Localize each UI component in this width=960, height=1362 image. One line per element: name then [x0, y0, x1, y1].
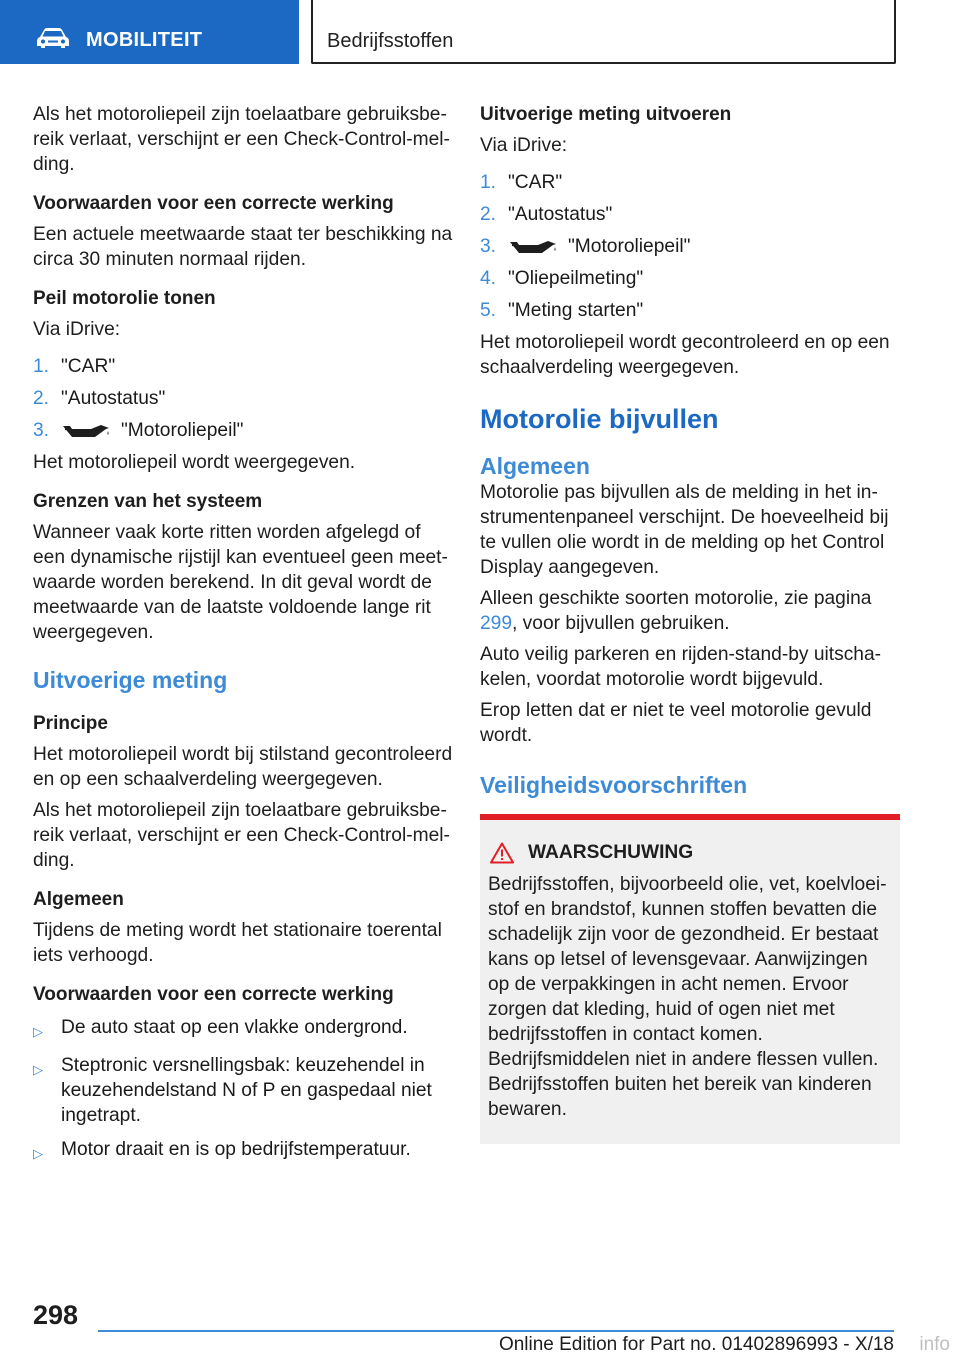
bullet-list	[33, 1015, 453, 1166]
step-text: "Autostatus"	[508, 204, 613, 225]
warning-triangle-icon	[490, 842, 514, 864]
paragraph: Via iDrive:	[480, 135, 568, 156]
chapter-tab-label: MOBILITEIT	[86, 29, 203, 51]
subheading-perform-measurement: Uitvoerige meting uitvoeren	[480, 104, 732, 125]
warning-text: Bedrijfsstoffen, bijvoorbeeld olie, vet, koelvloeistof en brandstof, kunnen stoffen bevatten die schadelijk zijn voor de gezondheid. Er bestaat kans op letsel of levensgevaar. Aanwijzingen op de verpakkingen in acht nemen. Ervoor zorgen dat kleding, huid of ogen niet met bedrijfsstoffen in contact komen. Bedrijfsmiddelen niet in andere flessen vullen. Bedrijfsstoffen buiten het bereik van kinderen bewaren.	[488, 874, 887, 1120]
steps-list	[33, 354, 453, 443]
bullet-text: De auto staat op een vlakke ondergrond.	[61, 1017, 408, 1038]
list-item	[33, 1137, 453, 1166]
bullet-triangle-icon: ▷	[33, 1024, 43, 1039]
list-item	[480, 170, 900, 195]
list-item	[33, 418, 453, 443]
step-number: 1.	[480, 172, 497, 193]
list-item	[33, 1015, 453, 1044]
heading-top-up-oil: Motorolie bijvullen	[480, 404, 719, 434]
paragraph: Als het motoroliepeil zijn toelaatbare gebruiksbereik verlaat, verschijnt er een Check-Control-melding.	[33, 800, 450, 871]
paragraph: Tijdens de meting wordt het stationaire toerental iets verhoogd.	[33, 920, 442, 966]
list-item	[33, 1053, 453, 1128]
paragraph-suitable-oil: Alleen geschikte soorten motorolie, zie pagina 299, voor bijvullen gebruiken.	[480, 588, 872, 634]
subheading-general: Algemeen	[33, 889, 124, 910]
step-number: 5.	[480, 300, 497, 321]
paragraph: Wanneer vaak korte ritten worden afgelegd of een dynamische rijstijl kan eventueel geen meetwaarde worden berekend. In dit geval wordt de meetwaarde van de laatste voldoende lange rit weergegeven.	[33, 522, 448, 643]
step-number: 2.	[33, 388, 50, 409]
step-number: 3.	[480, 236, 497, 257]
step-text: "Motoroliepeil"	[121, 420, 244, 441]
right-column	[480, 102, 900, 1144]
paragraph: Het motoroliepeil wordt gecontroleerd en op een schaalverdeling weergegeven.	[480, 332, 890, 378]
steps-list	[480, 170, 900, 323]
step-text: "Oliepeilmeting"	[508, 268, 644, 289]
oil-can-icon	[508, 238, 558, 256]
left-column	[33, 102, 453, 1175]
list-item	[33, 386, 453, 411]
step-number: 1.	[33, 356, 50, 377]
list-item	[480, 234, 900, 259]
paragraph: Het motoroliepeil wordt bij stilstand gecontroleerd en op een schaalverdeling weergegeven.	[33, 744, 453, 790]
step-text: "Meting starten"	[508, 300, 644, 321]
warning-box	[480, 814, 900, 1144]
oil-can-icon	[61, 422, 111, 440]
bullet-triangle-icon: ▷	[33, 1146, 43, 1161]
paragraph: Auto veilig parkeren en rijden-stand-by uitschakelen, voordat motorolie wordt bijgevuld.	[480, 644, 882, 690]
list-item	[33, 354, 453, 379]
footer-watermark: info	[919, 1334, 950, 1355]
paragraph: Motorolie pas bijvullen als de melding in het instrumentenpaneel verschijnt. De hoeveelheid bij te vullen olie wordt in de melding op het Control Display aangegeven.	[480, 482, 889, 578]
footer-edition: Online Edition for Part no. 01402896993 - X/18	[498, 1334, 894, 1355]
subheading-show-oil: Peil motorolie tonen	[33, 288, 216, 309]
bullet-text: Motor draait en is op bedrijfstemperatuur.	[61, 1139, 411, 1160]
step-text: "CAR"	[61, 356, 116, 377]
step-text: "CAR"	[508, 172, 563, 193]
page-reference-link[interactable]: 299	[480, 613, 513, 634]
warning-title: WAARSCHUWING	[528, 842, 694, 863]
warning-header	[488, 842, 892, 864]
page-number: 298	[33, 1300, 79, 1330]
list-item	[480, 266, 900, 291]
section-header	[311, 0, 896, 64]
step-text: "Autostatus"	[61, 388, 166, 409]
heading-safety: Veiligheidsvoorschriften	[480, 772, 748, 798]
step-text: "Motoroliepeil"	[568, 236, 691, 257]
section-title: Bedrijfsstoffen	[327, 30, 454, 52]
footer-divider	[98, 1330, 894, 1332]
chapter-tab[interactable]	[0, 0, 299, 64]
subheading-conditions: Voorwaarden voor een correcte werking	[33, 193, 394, 214]
heading-detailed-measurement: Uitvoerige meting	[33, 667, 228, 693]
paragraph: Via iDrive:	[33, 319, 121, 340]
list-item	[480, 202, 900, 227]
car-icon	[36, 27, 70, 49]
step-number: 2.	[480, 204, 497, 225]
subheading-principle: Principe	[33, 713, 108, 734]
paragraph: Erop letten dat er niet te veel motorolie gevuld wordt.	[480, 700, 872, 746]
step-number: 4.	[480, 268, 497, 289]
subheading-conditions: Voorwaarden voor een correcte werking	[33, 984, 394, 1005]
bullet-triangle-icon: ▷	[33, 1062, 43, 1077]
paragraph: Een actuele meetwaarde staat ter beschikking na circa 30 minuten normaal rijden.	[33, 224, 453, 270]
bullet-text: Steptronic versnellingsbak: keuzehendel in keuzehendelstand N of P en gaspedaal niet ingetrapt.	[61, 1055, 432, 1126]
subheading-limits: Grenzen van het systeem	[33, 491, 263, 512]
paragraph: Als het motoroliepeil zijn toelaatbare gebruiksbereik verlaat, verschijnt er een Check-Control-melding.	[33, 104, 450, 175]
heading-general: Algemeen	[480, 453, 590, 479]
paragraph: Het motoroliepeil wordt weergegeven.	[33, 452, 356, 473]
step-number: 3.	[33, 420, 50, 441]
list-item	[480, 298, 900, 323]
